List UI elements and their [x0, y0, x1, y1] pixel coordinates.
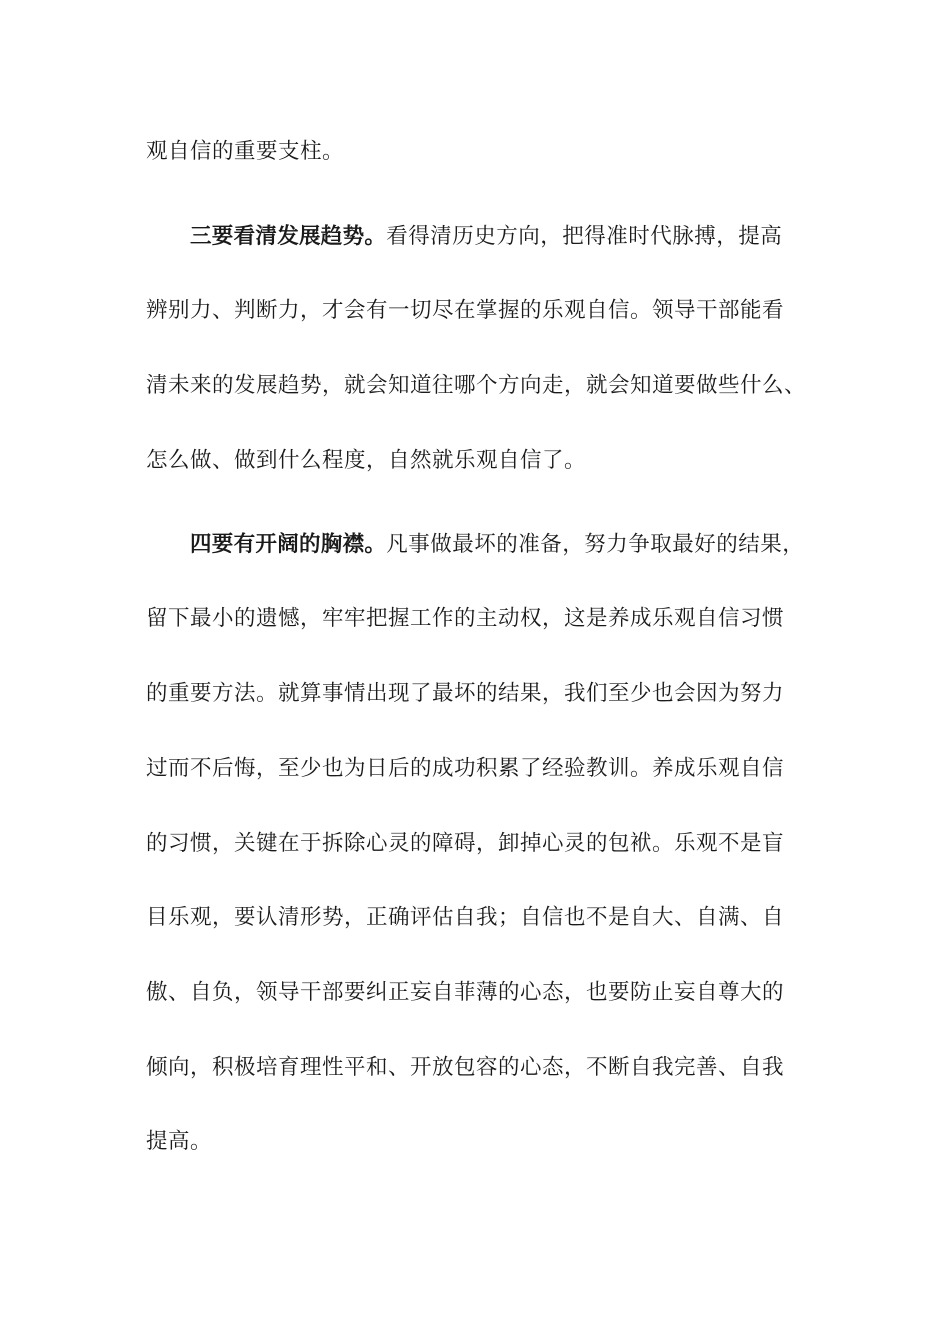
line-text: 怎么做、做到什么程度，自然就乐观自信了。 — [146, 448, 587, 473]
text-line — [146, 604, 806, 634]
line-text: 留下最小的遗憾，牢牢把握工作的主动权，这是养成乐观自信习惯 — [146, 606, 785, 631]
line-text: 凡事做最坏的准备，努力争取最好的结果， — [386, 532, 805, 557]
line-text: 倾向，积极培育理性平和、开放包容的心态，不断自我完善、自我 — [146, 1055, 785, 1080]
line-text: 辨别力、判断力，才会有一切尽在掌握的乐观自信。领导干部能看 — [146, 298, 785, 323]
line-text: 傲、自负，领导干部要纠正妄自菲薄的心态，也要防止妄自尊大的 — [146, 980, 785, 1005]
line-text: 目乐观，要认清形势，正确评估自我；自信也不是自大、自满、自 — [146, 905, 785, 930]
text-line — [146, 829, 806, 859]
line-text: 观自信的重要支柱。 — [146, 139, 345, 164]
paragraph-start-line — [190, 530, 850, 560]
line-text: 的重要方法。就算事情出现了最坏的结果，我们至少也会因为努力 — [146, 681, 785, 706]
text-line — [146, 679, 806, 709]
text-line — [146, 137, 806, 167]
text-line — [146, 978, 806, 1008]
text-line — [146, 446, 806, 476]
section-heading: 三要看清发展趋势。 — [190, 224, 387, 249]
text-line — [146, 296, 806, 326]
text-line — [146, 903, 806, 933]
text-line — [146, 1127, 806, 1157]
line-text: 的习惯，关键在于拆除心灵的障碍，卸掉心灵的包袱。乐观不是盲 — [146, 831, 785, 856]
text-line — [146, 754, 806, 784]
line-text: 看得清历史方向，把得准时代脉搏，提高 — [386, 224, 783, 249]
line-text: 提高。 — [146, 1129, 213, 1154]
line-text: 清未来的发展趋势，就会知道往哪个方向走，就会知道要做些什么、 — [146, 373, 807, 398]
text-line — [146, 371, 806, 401]
line-text: 过而不后悔，至少也为日后的成功积累了经验教训。养成乐观自信 — [146, 756, 785, 781]
section-heading: 四要有开阔的胸襟。 — [190, 532, 387, 557]
text-line — [146, 1053, 806, 1083]
paragraph-start-line — [190, 222, 850, 252]
